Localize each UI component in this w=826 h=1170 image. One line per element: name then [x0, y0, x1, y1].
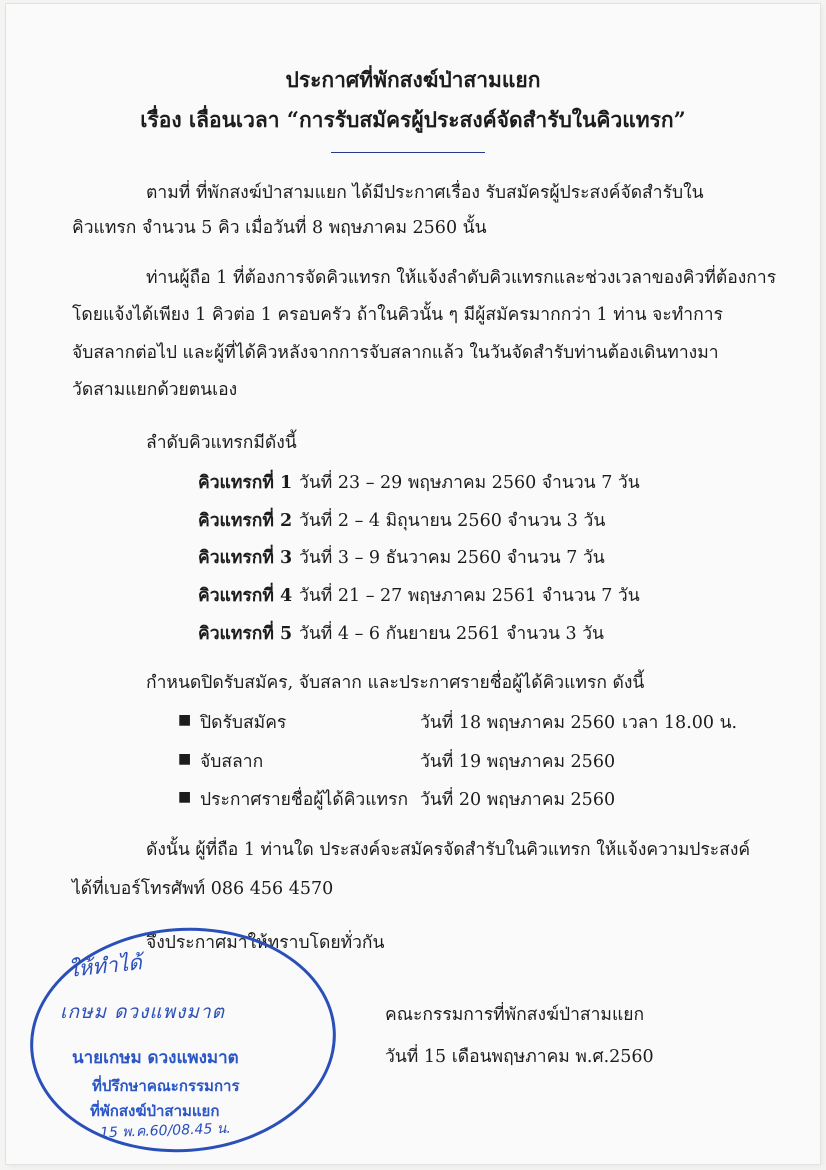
- schedule-item-3: ประกาศรายชื่อผู้ได้คิวแทรก: [200, 790, 409, 810]
- announcement-subject: เรื่อง เลื่อนเวลา “การรับสมัครผู้ประสงค์จัดสำรับในคิวแทรก”: [140, 107, 686, 132]
- queue-detail-1: วันที่ 23 – 29 พฤษภาคม 2560 จำนวน 7 วัน: [299, 473, 640, 493]
- queue-detail-4: วันที่ 21 – 27 พฤษภาคม 2561 จำนวน 7 วัน: [299, 586, 640, 606]
- bullet-icon: ■: [178, 712, 192, 728]
- closing-line2: ได้ที่เบอร์โทรศัพท์ 086 456 4570: [72, 879, 334, 899]
- queue-detail-5: วันที่ 4 – 6 กันยายน 2561 จำนวน 3 วัน: [299, 624, 604, 644]
- queue-label-3: คิวแทรกที่ 3: [198, 548, 293, 568]
- schedule-date-2: วันที่ 19 พฤษภาคม 2560: [420, 752, 616, 772]
- handwritten-timestamp: 15 พ.ค.60/08.45 น.: [99, 1120, 232, 1142]
- queue-heading: ลำดับคิวแทรกมีดังนี้: [146, 433, 297, 453]
- queue-label-1: คิวแทรกที่ 1: [198, 473, 293, 493]
- announcement-title: ประกาศที่พักสงฆ์ป่าสามแยก: [285, 67, 541, 92]
- para1-line2: คิวแทรก จำนวน 5 คิว เมื่อวันที่ 8 พฤษภาคม 2560 นั้น: [72, 218, 487, 238]
- queue-detail-3: วันที่ 3 – 9 ธันวาคม 2560 จำนวน 7 วัน: [299, 548, 605, 568]
- stamp-title2: ที่พักสงฆ์ป่าสามแยก: [90, 1102, 220, 1120]
- title-divider: [331, 152, 485, 153]
- queue-detail-2: วันที่ 2 – 4 มิถุนายน 2560 จำนวน 3 วัน: [299, 511, 606, 531]
- schedule-item-2: จับสลาก: [200, 752, 264, 772]
- signature-date: วันที่ 15 เดือนพฤษภาคม พ.ศ.2560: [385, 1047, 654, 1067]
- queue-label-2: คิวแทรกที่ 2: [198, 511, 293, 531]
- bullet-icon: ■: [178, 789, 192, 805]
- bullet-icon: ■: [178, 751, 192, 767]
- para1-line1: ตามที่ ที่พักสงฆ์ป่าสามแยก ได้มีประกาศเรื่อง รับสมัครผู้ประสงค์จัดสำรับใน: [146, 183, 704, 203]
- para2-line2: โดยแจ้งได้เพียง 1 คิวต่อ 1 ครอบครัว ถ้าในคิวนั้น ๆ มีผู้สมัครมากกว่า 1 ท่าน จะทำการ: [72, 305, 723, 325]
- schedule-item-1: ปิดรับสมัคร: [200, 713, 287, 733]
- handwritten-signature: เกษม ดวงแพงมาต: [60, 1001, 225, 1023]
- queue-label-4: คิวแทรกที่ 4: [198, 586, 293, 606]
- para2-line1: ท่านผู้ถือ 1 ที่ต้องการจัดคิวแทรก ให้แจ้งลำดับคิวแทรกและช่วงเวลาของคิวที่ต้องการ: [146, 268, 777, 288]
- schedule-date-1: วันที่ 18 พฤษภาคม 2560: [420, 713, 616, 733]
- queue-label-5: คิวแทรกที่ 5: [198, 624, 293, 644]
- schedule-time-1: เวลา 18.00 น.: [622, 713, 738, 733]
- closing-line1: ดังนั้น ผู้ที่ถือ 1 ท่านใด ประสงค์จะสมัครจัดสำรับในคิวแทรก ให้แจ้งความประสงค์: [146, 840, 751, 860]
- schedule-date-3: วันที่ 20 พฤษภาคม 2560: [420, 790, 616, 810]
- para2-line4: วัดสามแยกด้วยตนเอง: [72, 380, 238, 400]
- stamp-name: นายเกษม ดวงแพงมาต: [72, 1048, 239, 1068]
- stamp-title1: ที่ปรึกษาคณะกรรมการ: [92, 1077, 240, 1095]
- handwritten-approval: ให้ทำได้: [66, 950, 143, 982]
- closing-line3: จึงประกาศมาให้ทราบโดยทั่วกัน: [146, 933, 385, 953]
- para2-line3: จับสลากต่อไป และผู้ที่ได้คิวหลังจากการจับสลากแล้ว ในวันจัดสำรับท่านต้องเดินทางมา: [72, 343, 719, 363]
- signature-org: คณะกรรมการที่พักสงฆ์ป่าสามแยก: [385, 1005, 645, 1025]
- schedule-heading: กำหนดปิดรับสมัคร, จับสลาก และประกาศรายชื่อผู้ได้คิวแทรก ดังนี้: [146, 673, 645, 693]
